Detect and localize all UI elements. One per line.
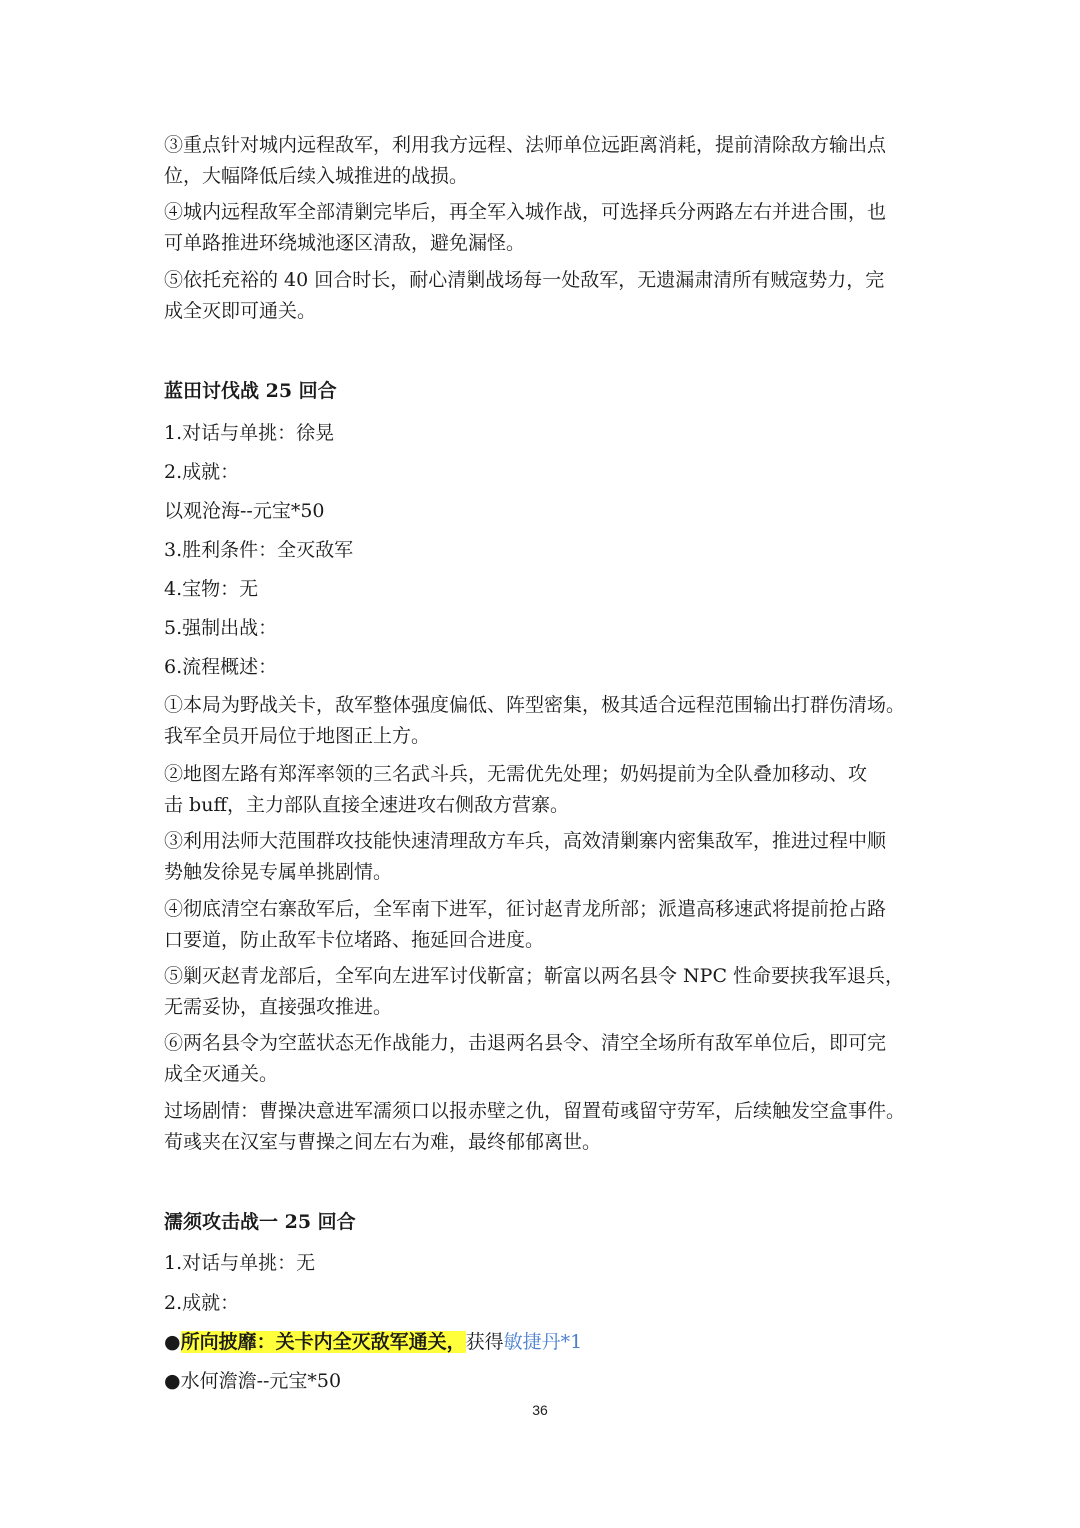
step-paragraph (164, 130, 924, 192)
step-paragraph (164, 894, 924, 956)
text-line: ⑤剿灭赵青龙部后，全军向左进军讨伐靳富；靳富以两名县令 NPC 性命要挟我军退兵， (164, 965, 905, 987)
text-line: ④城内远程敌军全部清剿完毕后，再全军入城作战，可选择兵分两路左右并进合围，也 (164, 201, 887, 223)
info-item: 以观沧海--元宝*50 (164, 500, 325, 522)
text-line: ①本局为野战关卡，敌军整体强度偏低、阵型密集，极其适合远程范围输出打群伤清场。 (164, 694, 906, 716)
text-line: 我军全员开局位于地图正上方。 (164, 725, 431, 747)
step-paragraph (164, 759, 924, 821)
text-line: 势触发徐晃专属单挑剧情。 (164, 861, 393, 883)
achievement-item: ●水何澹澹--元宝*50 (164, 1370, 342, 1392)
text-line: 击 buff，主力部队直接全速进攻右侧敌方营寨。 (164, 794, 569, 816)
step-paragraph (164, 826, 924, 888)
text-line: 成全灭即可通关。 (164, 300, 317, 322)
step-paragraph (164, 690, 924, 752)
text-line: ③利用法师大范围群攻技能快速清理敌方车兵，高效清剿寨内密集敌军，推进过程中顺 (164, 830, 887, 852)
text-line: 口要道，防止敌军卡位堵路、拖延回合进度。 (164, 929, 545, 951)
text-line: 荀彧夹在汉室与曹操之间左右为难，最终郁郁离世。 (164, 1131, 602, 1153)
page-number: 36 (532, 1402, 548, 1418)
step-paragraph (164, 1028, 924, 1090)
section-title: 濡须攻击战一 25 回合 (164, 1211, 356, 1233)
highlighted-achievement: 所向披靡：关卡内全灭敌军通关， (180, 1331, 466, 1353)
text-line: 成全灭通关。 (164, 1063, 279, 1085)
step-paragraph (164, 197, 924, 259)
step-paragraph (164, 265, 924, 327)
info-item: 6.流程概述： (164, 656, 278, 678)
info-item: 1.对话与单挑：无 (164, 1252, 316, 1274)
text-line: ⑥两名县令为空蓝状态无作战能力，击退两名县令、清空全场所有敌军单位后，即可完 (164, 1032, 887, 1054)
info-item: 3.胜利条件：全灭敌军 (164, 539, 354, 561)
text-line: ⑤依托充裕的 40 回合时长，耐心清剿战场每一处敌军，无遗漏肃清所有贼寇势力，完 (164, 269, 885, 291)
reward-prefix: 获得 (465, 1331, 504, 1353)
info-item: 1.对话与单挑：徐晃 (164, 422, 335, 444)
info-item: 2.成就： (164, 1292, 240, 1314)
text-line: ④彻底清空右寨敌军后，全军南下进军，征讨赵青龙所部；派遣高移速武将提前抢占路 (164, 898, 887, 920)
text-line: 可单路推进环绕城池逐区清敌，避免漏怪。 (164, 232, 526, 254)
text-line: ③重点针对城内远程敌军，利用我方远程、法师单位远距离消耗，提前清除敌方输出点 (164, 134, 887, 156)
step-paragraph (164, 961, 924, 1023)
cutscene-paragraph (164, 1096, 924, 1158)
bullet: ● (164, 1331, 181, 1353)
info-item: 5.强制出战： (164, 617, 278, 639)
text-line: 无需妥协，直接强攻推进。 (164, 996, 393, 1018)
info-item: 4.宝物：无 (164, 578, 259, 600)
info-item: 2.成就： (164, 461, 240, 483)
text-line: ②地图左路有郑浑率领的三名武斗兵，无需优先处理；奶妈提前为全队叠加移动、攻 (164, 763, 868, 785)
section-title: 蓝田讨伐战 25 回合 (164, 380, 337, 402)
text-line: 位，大幅降低后续入城推进的战损。 (164, 165, 469, 187)
achievement-item (164, 1327, 924, 1358)
reward-link[interactable]: 敏捷丹*1 (503, 1331, 583, 1353)
text-line: 过场剧情：曹操决意进军濡须口以报赤壁之仇，留置荀彧留守劳军，后续触发空盒事件。 (164, 1100, 906, 1122)
